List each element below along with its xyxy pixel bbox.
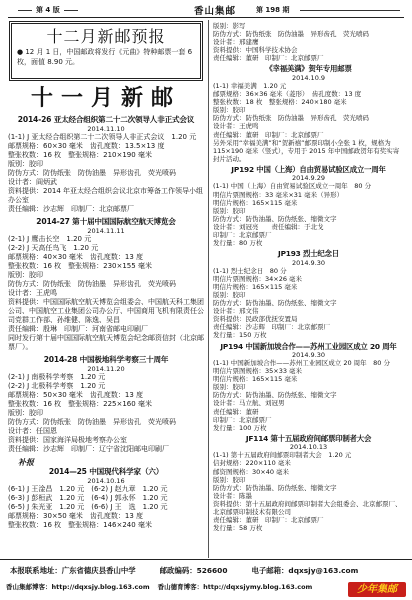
detail-line: 版别：影写 xyxy=(213,22,246,30)
detail-line: (1-1) J 亚太经合组织第二十二次领导人非正式会议 1.20 元 xyxy=(8,133,197,141)
detail-line: 设计者：阎炳武 xyxy=(8,178,57,186)
stamp-issue-section xyxy=(8,355,204,454)
page-header xyxy=(8,2,404,18)
detail-line: 明信片规格：165×115 毫米 xyxy=(213,375,298,384)
detail-line: 防伪方式：防伪油墨、防伪纸张、缩微文字 xyxy=(213,483,337,492)
blog-link-1: 香山集邮博客：http://dqxsjy.blog.163.com xyxy=(6,583,150,591)
issue-date: 2014.11.20 xyxy=(87,365,125,373)
detail-line: 责任编辑：董研 印制厂：北京邮票厂 xyxy=(213,130,324,139)
blog-link-2: 香山德育博客：http://dqxsjymy.blog.163.com xyxy=(157,583,313,591)
stamp-issue-section xyxy=(213,434,404,532)
detail-line: 设计者：邢文伟 xyxy=(213,307,259,316)
stamp-issue-section xyxy=(213,342,404,432)
detail-line: (1-1) 烈士纪念日 80 分 xyxy=(213,266,287,275)
detail-line: 责任编辑：殷琳 印制厂：河南省邮电印刷厂 xyxy=(8,325,148,333)
detail-line: 信封规格：220×110 毫米 xyxy=(213,459,291,468)
detail-line: 版别：胶印 xyxy=(8,271,43,279)
detail-line: (2-2) J 北极科学考察 1.20 元 xyxy=(8,382,106,390)
issue-title: JF114 第十五届政府间邮票印制者大会 xyxy=(245,433,372,443)
detail-line: 防伪方式：防伪纸张 防伪油墨 异形齿孔 荧光喷码 xyxy=(8,169,176,177)
detail-line: (1-1) 中国（上海）自由贸易试验区成立一周年 80 分 xyxy=(213,182,372,191)
detail-line: 整张枚数：18 枚 整张规格：240×180 毫米 xyxy=(213,98,347,107)
detail-line: 防伪方式：防伪油墨、防伪纸张、缩微文字 xyxy=(213,214,337,223)
detail-line: 印制厂：北京邮票厂 xyxy=(213,230,272,239)
detail-line: 整张枚数：16 枚 整张规格：210×190 毫米 xyxy=(8,151,152,159)
detail-line: 责任编辑：沙志辉 印制厂：辽宁省沈阳邮电印刷厂 xyxy=(8,445,169,453)
detail-line: (6-1) J 王淦昌 1.20 元 (6-2) J 赵九章 1.20 元 xyxy=(8,485,168,493)
right-section-list xyxy=(213,22,404,532)
stamp-issue-section xyxy=(213,165,404,247)
issue-title: 2014-27 第十届中国国际航空航天博览会 xyxy=(36,217,176,226)
postal-code: 邮政编码：526600 xyxy=(159,566,228,575)
detail-line: 发行量：58 万枚 xyxy=(213,524,263,533)
issue-date: 2014.11.11 xyxy=(87,227,125,235)
detail-line: 邮票规格：40×30 毫米 齿孔度数：13 度 xyxy=(8,253,144,261)
detail-line: 另外采用“幸福美满”和“贺新禧”邮票印制小全张 1 枚，规格为 115×190 毫米（竖式），专用于 2015 年中国邮政贺年有奖实寄封片活动。 xyxy=(213,138,400,163)
issue-title: 《幸福美满》贺年专用邮票 xyxy=(265,64,352,74)
issue-date: 2014.9.30 xyxy=(291,258,326,267)
detail-line: 防伪方式：防伪纸张 防伪油墨 异形齿孔 荧光喷码 xyxy=(213,30,369,39)
detail-line: 版别：胶印 xyxy=(213,106,246,115)
stamp-issue-section xyxy=(8,115,204,214)
detail-line: (6-3) J 彭桓武 1.20 元 (6-4) J 郭永怀 1.20 元 xyxy=(8,494,168,502)
detail-line: 明信片票图规格：34×26 毫米 xyxy=(213,274,303,283)
detail-line: 资料提供：国家海洋局极地考察办公室 xyxy=(8,436,127,444)
detail-line: 设计者：邢建鹰 xyxy=(213,38,259,47)
issue-date: 2014.10.16 xyxy=(87,477,125,485)
page-number: 第 4 版 xyxy=(14,5,82,15)
detail-line: 版别：胶印 xyxy=(213,475,246,484)
detail-line: 设计者：王虎鸣 xyxy=(213,122,259,131)
detail-line: 版别：胶印 xyxy=(213,206,246,215)
detail-line: 防伪方式：防伪油墨、防伪纸张、缩微文字 xyxy=(213,391,337,400)
issue-number: 第 198 期 xyxy=(256,6,290,14)
detail-line: (1-1) 中国新加坡合作——苏州工业园区成立 20 周年 80 分 xyxy=(213,359,390,367)
detail-line: 设计者：马立航、刘冠男 xyxy=(213,399,285,408)
stamp-issue-section xyxy=(8,457,204,530)
detail-line: 责任编辑：沙志辉 印制厂：北京邮票厂 xyxy=(8,205,134,213)
detail-line: 责任编辑：沙志辉 印制厂：北京邮票厂 xyxy=(213,323,330,332)
stamp-issue-section xyxy=(213,22,404,62)
detail-line: 资料提供：中国科学技术协会 xyxy=(213,46,298,55)
detail-line: 邮票规格：50×30 毫米 齿孔度数：13 度 xyxy=(8,391,144,399)
detail-line: 明信片规格：165×115 毫米 xyxy=(213,282,298,291)
left-column xyxy=(8,20,204,558)
issue-title: 2014-28 中国极地科学考察三十周年 xyxy=(43,355,169,364)
detail-line: 版别：胶印 xyxy=(8,409,43,417)
page-footer xyxy=(0,559,412,600)
detail-line: 邮票规格：60×30 毫米 齿孔度数：13.5×13 度 xyxy=(8,142,165,150)
detail-line: 邮票规格：36×36 毫米（菱形） 齿孔度数：13 度 xyxy=(213,90,362,99)
detail-line: 资料提供：中国国际航空航天博览会组委会、中国航天科工集团公司、中国航空工业集团公司办公厅、中国商用飞机有限责任公司党群工作部、孙维健、陈逸、吴昌 xyxy=(8,298,204,324)
issue-date: 2014.10.9 xyxy=(291,73,326,82)
issue-title: JP193 烈士纪念日 xyxy=(278,249,339,259)
issue-title: 2014—25 中国现代科学家（六） xyxy=(48,467,164,476)
detail-line: 设计者：陈墨 xyxy=(213,491,252,500)
stamp-issue-section xyxy=(213,249,404,339)
issue-date: 2014.11.10 xyxy=(87,125,125,133)
masthead-title: 香山集邮 xyxy=(194,6,237,17)
issue-title: JP194 中国新加坡合作——苏州工业园区成立 20 周年 xyxy=(220,341,397,351)
detail-line: 明信片票图规格：35×33 毫米 xyxy=(213,367,303,376)
detail-line: 发行量：80 万枚 xyxy=(213,239,263,248)
detail-line: 防伪方式：防伪油墨、防伪纸张、缩微文字 xyxy=(213,299,337,308)
detail-line: 印制厂：北京邮票厂 xyxy=(213,415,272,424)
detail-line: 资料提供：第十五届政府间邮票印制者大会组委会、北京邮票厂、北京邮票印制技术有限公司 xyxy=(213,499,402,516)
detail-line: 设计者：刘冠亮 责任编辑：于北戈 xyxy=(213,222,324,231)
detail-line: 资料提供：民政部优抚安置局 xyxy=(213,315,298,324)
detail-line: 责任编辑：董研 印制厂：北京邮票厂 xyxy=(213,54,324,63)
detail-line: 防伪方式：防伪纸张 防伪油墨 异形齿孔 荧光喷码 xyxy=(8,280,176,288)
detail-line: (2-2) J 天高任鸟飞 1.20 元 xyxy=(8,244,99,252)
detail-line: 邮资图规格：30×40 毫米 xyxy=(213,467,290,476)
detail-line: 发行量：150 万枚 xyxy=(213,331,267,340)
detail-line: 整张枚数：16 枚 整张规格：146×240 毫米 xyxy=(8,521,152,529)
preview-text: ● 12 月 1 日，中国邮政将发行《元曲》特种邮票一套 6 枚，面值 8.90 元。 xyxy=(17,48,193,66)
detail-line: 整张枚数：16 枚 整张规格：225×160 毫米 xyxy=(8,400,152,408)
detail-line: 防伪方式：防伪纸张 防伪油墨 异形齿孔 荧光喷码 xyxy=(213,114,369,123)
footer-blog-line xyxy=(6,582,342,591)
issue-title: JP192 中国（上海）自由贸易试验区成立一周年 xyxy=(231,164,386,174)
detail-line: 版别：胶印 xyxy=(213,290,246,299)
detail-line: 防伪方式：防伪纸张 防伪油墨 异形齿孔 荧光喷码 xyxy=(8,418,176,426)
detail-line: 整张枚数：16 枚 整张规格：230×155 毫米 xyxy=(8,262,152,270)
issue-date: 2014.9.30 xyxy=(291,351,326,359)
issue-date: 2014.9.29 xyxy=(291,174,326,183)
issue-date: 2014.10.13 xyxy=(289,443,328,452)
stamp-issue-section xyxy=(8,217,204,352)
detail-line: (1-1) 第十五届政府间邮票印制者大会 1.20 元 xyxy=(213,451,352,460)
preview-title: 十二月新邮预报 xyxy=(46,27,166,46)
detail-line: 版别：胶印 xyxy=(8,160,43,168)
detail-line: 明信片规格：165×115 毫米 xyxy=(213,198,298,207)
detail-line: 责任编辑：董研 xyxy=(213,407,259,416)
youth-philately-logo: 少年集邮 xyxy=(348,582,406,597)
supplement-label: 补报 xyxy=(18,457,34,467)
footer-contact-line xyxy=(10,565,358,576)
contact-email: 电子邮箱：dqxsjy@163.com xyxy=(251,566,359,575)
detail-line: 设计者：王虎鸣 xyxy=(8,289,57,297)
detail-line: 责任编辑：董研 印制厂：北京邮票厂 xyxy=(213,516,324,525)
detail-line: 发行量：100 万枚 xyxy=(213,423,267,432)
detail-line: 设计者：任国恩 xyxy=(8,427,57,435)
issue-title: 2014-26 亚太经合组织第二十二次领导人非正式会议 xyxy=(17,115,195,124)
contact-address: 本报联系地址：广东省德庆县香山中学 xyxy=(10,566,136,575)
detail-line: (2-1) J 鹰击长空 1.20 元 xyxy=(8,235,92,243)
main-heading: 十一月新邮 xyxy=(30,85,181,111)
detail-line: 同时发行第十届中国国际航空航天博览会纪念邮资信封（北京邮票厂）。 xyxy=(8,334,204,351)
detail-line: (2-1) J 南极科学考察 1.20 元 xyxy=(8,373,106,381)
detail-line: 明信片票图规格：33 毫米×31 毫米（异形） xyxy=(213,190,344,199)
detail-line: 版别：胶印 xyxy=(213,383,246,392)
detail-line: (1-1) 幸福美满 1.20 元 xyxy=(213,81,287,90)
left-section-list xyxy=(8,115,204,530)
header-rule xyxy=(300,10,400,11)
right-column xyxy=(208,20,404,558)
december-preview-box xyxy=(11,23,201,79)
detail-line: 邮票规格：30×50 毫米 齿孔度数：13 度 xyxy=(8,512,144,520)
detail-line: (6-5) J 朱光亚 1.20 元 (6-6) J 王 选 1.20 元 xyxy=(8,503,168,511)
detail-line: 资料提供：2014 年亚太经合组织会议北京市筹备工作领导小组办公室 xyxy=(8,187,204,204)
stamp-issue-section xyxy=(213,64,404,162)
